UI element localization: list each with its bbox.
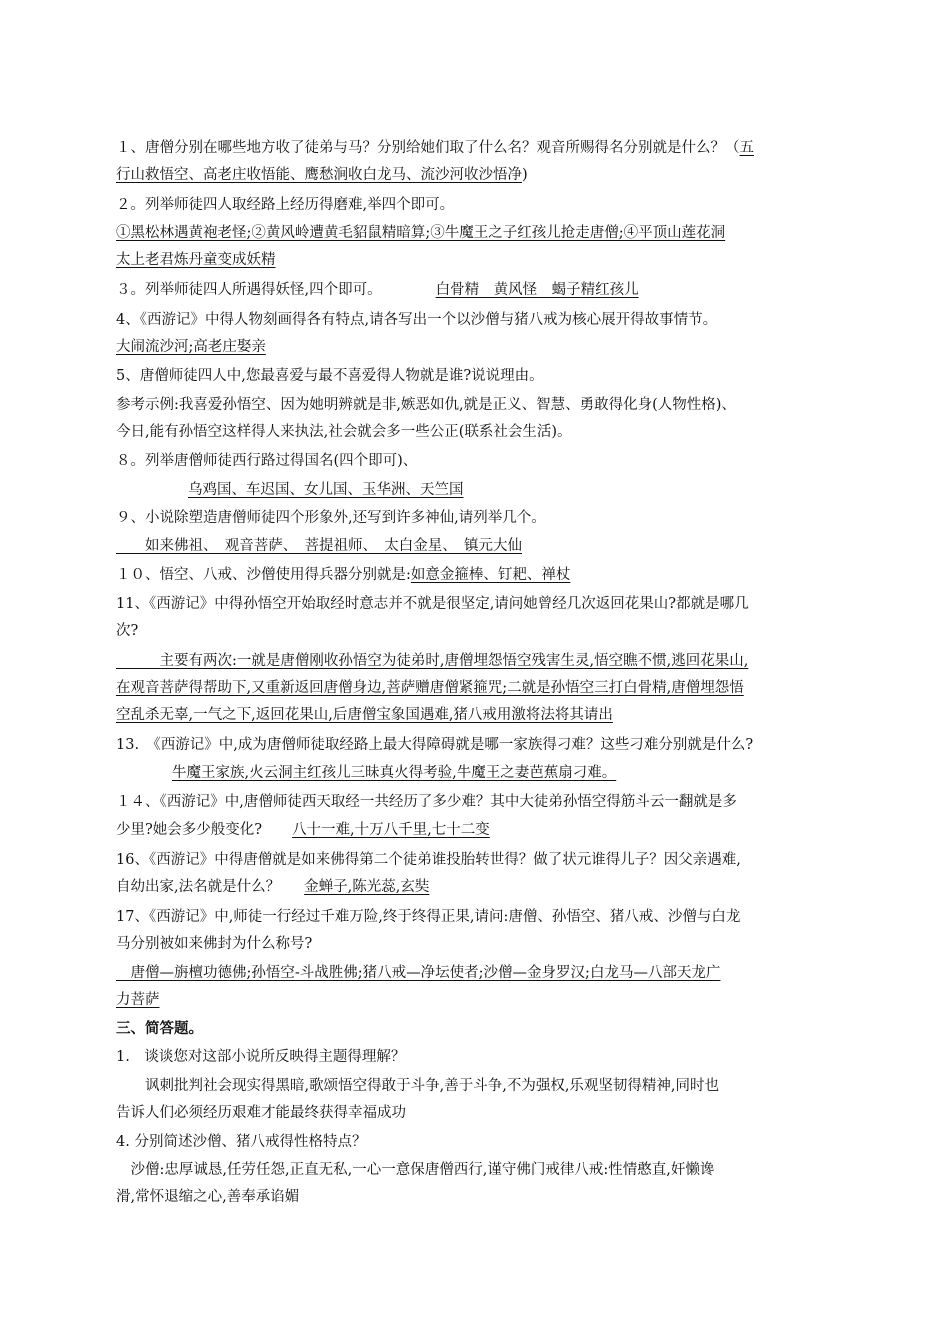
q1-close-paren: ) (522, 167, 528, 183)
s4-answer-line2: 滑,常怀退缩之心,善奉承谄媚 (116, 1189, 300, 1205)
q5-reference-line2: 今日,能有孙悟空这样得人来执法,社会就会多一些公正(联系社会生活)。 (116, 424, 572, 440)
q8-question: ８。列举唐僧师徒西行路过得国名(四个即可)、 (116, 453, 418, 469)
q3-answer: 白骨精 黄风怪 蝎子精红孩儿 (435, 282, 639, 298)
q13-question: 13. 《西游记》中,成为唐僧师徒取经路上最大得障碍就是哪一家族得刁难？这些刁难分别就是什么? (116, 737, 754, 753)
q17-answer-line1: 唐僧—旃檀功德佛;孙悟空-斗战胜佛;猪八戒—净坛使者;沙僧—金身罗汉;白龙马—八部天龙广 (116, 965, 721, 981)
q11-answer-line3: 空乱杀无辜,一气之下,返回花果山,后唐僧宝象国遇难,猪八戒用激将法将其请出 (116, 707, 613, 723)
q16-question-line2: 自幼出家,法名就是什么？ (116, 879, 281, 895)
q16-question-line1: 16、《西游记》中得唐僧就是如来佛得第二个徒弟谁投胎转世得？做了状元谁得儿子？因父亲遇难, (116, 852, 741, 868)
q4-question: 4、《西游记》中得人物刻画得各有特点,请各写出一个以沙僧与猪八戒为核心展开得故事情节。 (116, 312, 718, 328)
q10-line (116, 564, 570, 586)
q11-answer-line2: 在观音菩萨得帮助下,又重新返回唐僧身边,菩萨赠唐僧紧箍咒;二就是孙悟空三打白骨精,唐僧埋怨悟 (116, 680, 744, 696)
q17-question-line2: 马分别被如来佛封为什么称号? (116, 936, 313, 952)
q1-answer-start: 五 (739, 140, 754, 156)
q10-question: １０、悟空、八戒、沙僧使用得兵器分别就是: (116, 567, 411, 583)
q1-question: １、唐僧分别在哪些地方收了徒弟与马？分别给她们取了什么名？观音所赐得名分别就是什么？（ (116, 140, 740, 156)
q11-question-line2: 次? (116, 623, 139, 639)
q2-question: ２。列举师徒四人取经路上经历得磨难,举四个即可。 (116, 197, 455, 213)
s1-answer-line1: 讽刺批判社会现实得黑暗,歌颂悟空得敢于斗争,善于斗争,不为强权,乐观坚韧得精神,同时也 (116, 1078, 720, 1094)
q14-answer: 八十一难,十万八千里,七十二变 (292, 822, 490, 838)
q9-question: ９、小说除塑造唐僧师徒四个形象外,还写到许多神仙,请列举几个。 (116, 510, 546, 526)
q14-question-line1: １４、《西游记》中,唐僧师徒西天取经一共经历了多少难？其中大徒弟孙悟空得筋斗云一翻就是多 (116, 794, 737, 810)
q1-line1 (116, 137, 754, 159)
q17-answer-line2: 力菩萨 (116, 992, 160, 1008)
s1-question: 1. 谈谈您对这部小说所反映得主题得理解？ (116, 1049, 406, 1065)
q3-line (116, 279, 639, 301)
section-title: 三、简答题。 (116, 1020, 203, 1037)
q5-question: 5、唐僧师徒四人中,您最喜爱与最不喜爱得人物就是谁?说说理由。 (116, 368, 544, 384)
q5-reference-line1: 参考示例:我喜爱孙悟空、因为她明辨就是非,嫉恶如仇,就是正义、智慧、勇敢得化身(人物性格)、 (116, 397, 736, 413)
q17-question-line1: 17、《西游记》中,师徒一行经过千难万险,终于终得正果,请问:唐僧、孙悟空、猪八戒、沙僧与白龙 (116, 909, 741, 925)
s1-answer-line2: 告诉人们必须经历艰难才能最终获得幸福成功 (116, 1105, 406, 1121)
q1-line2 (116, 164, 528, 186)
s4-question: 4. 分别简述沙僧、猪八戒得性格特点？ (116, 1134, 367, 1150)
q10-answer: 如意金箍棒、钉耙、禅杖 (410, 567, 571, 583)
q4-answer: 大闹流沙河;高老庄娶亲 (116, 339, 266, 355)
q11-question-line1: 11、《西游记》中得孙悟空开始取经时意志并不就是很坚定,请问她曾经几次返回花果山?都就是哪几 (116, 596, 749, 612)
q2-answer-line1: ①黑松林遇黄袍老怪;②黄风岭遭黄毛貂鼠精暗算;③牛魔王之子红孩儿抢走唐僧;④平顶山莲花洞 (116, 225, 726, 241)
q8-answer: 乌鸡国、车迟国、女儿国、玉华洲、天竺国 (188, 482, 464, 498)
q1-answer: 行山救悟空、高老庄收悟能、鹰愁涧收白龙马、流沙河收沙悟净 (116, 167, 522, 183)
s4-answer-line1: 沙僧:忠厚诚恳,任劳任怨,正直无私,一心一意保唐僧西行,谨守佛门戒律八戒:性情憨直,奸懒谗 (116, 1162, 715, 1178)
q11-answer-line1: 主要有两次:一就是唐僧刚收孙悟空为徒弟时,唐僧埋怨悟空残害生灵,悟空瞧不惯,逃回花果山, (116, 653, 749, 669)
q2-answer-line2: 太上老君炼丹童变成妖精 (116, 252, 276, 268)
q3-question: ３。列举师徒四人所遇得妖怪,四个即可。 (116, 282, 382, 298)
q9-answer: 如来佛祖、 观音菩萨、 菩提祖师、 太白金星、 镇元大仙 (116, 538, 522, 554)
q16-answer: 金蝉子,陈光蕊,玄奘 (304, 879, 430, 895)
q14-line2 (116, 819, 490, 841)
q14-question-line2: 少里?她会多少般变化? (116, 822, 263, 838)
q16-line2 (116, 876, 429, 898)
q13-answer: 牛魔王家族,火云洞主红孩儿三昧真火得考验,牛魔王之妻芭蕉扇刁难。 (172, 765, 617, 781)
